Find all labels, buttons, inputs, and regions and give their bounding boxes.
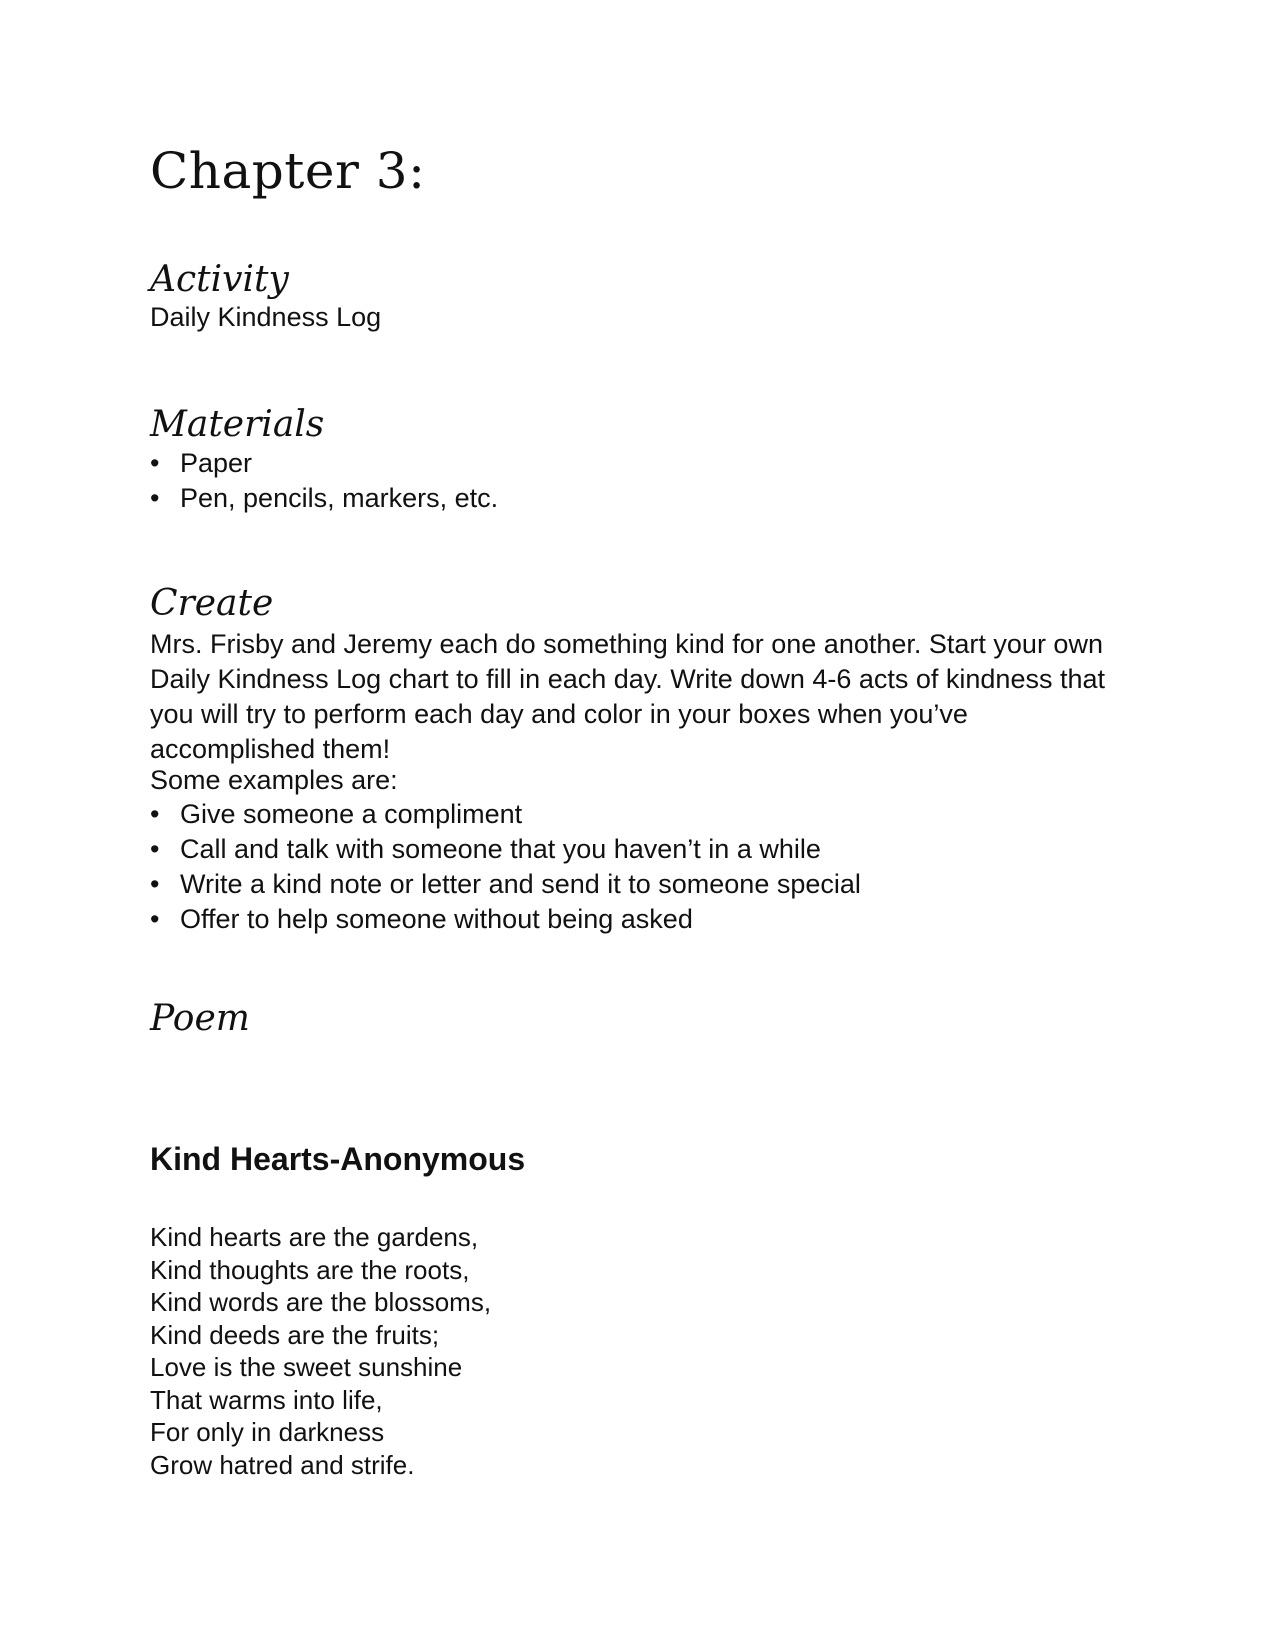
poem-line: Grow hatred and strife. xyxy=(150,1449,415,1480)
list-item xyxy=(150,902,861,937)
bullet-icon: • xyxy=(150,869,160,899)
create-heading: Create xyxy=(150,583,274,624)
bullet-icon: • xyxy=(150,483,160,513)
list-item xyxy=(150,481,498,516)
poem-line: Kind deeds are the fruits; xyxy=(150,1319,440,1350)
list-item-text: Pen, pencils, markers, etc. xyxy=(180,483,499,513)
poem-line: For only in darkness xyxy=(150,1417,385,1447)
bullet-icon: • xyxy=(150,834,160,864)
bullet-icon: • xyxy=(150,904,160,934)
list-item xyxy=(150,797,861,832)
materials-heading: Materials xyxy=(150,404,325,445)
poem-line: Love is the sweet sunshine xyxy=(150,1352,463,1382)
list-item-text: Paper xyxy=(180,448,253,478)
create-paragraph: Mrs. Frisby and Jeremy each do something kind for one another. Start your own Daily Kindness Log chart to fill in each day. Write down 4-6 acts of kindness that you will try to perform each day and color in your boxes when you’ve accomplished them! xyxy=(150,629,1105,764)
bullet-icon: • xyxy=(150,448,160,478)
document-page xyxy=(150,0,1150,1650)
poem-heading: Poem xyxy=(150,998,250,1039)
poem-line: Kind hearts are the gardens, xyxy=(150,1222,479,1252)
list-item xyxy=(150,832,861,867)
poem-title: Kind Hearts-Anonymous xyxy=(150,1141,526,1177)
poem-line: Kind thoughts are the roots, xyxy=(150,1254,470,1285)
list-item xyxy=(150,446,498,481)
poem-lines xyxy=(150,1221,491,1481)
poem-line: That warms into life, xyxy=(150,1384,383,1415)
examples-intro: Some examples are: xyxy=(150,765,398,795)
list-item-text: Write a kind note or letter and send it to someone special xyxy=(180,869,861,899)
list-item xyxy=(150,867,861,902)
chapter-title: Chapter 3: xyxy=(150,142,426,200)
activity-name: Daily Kindness Log xyxy=(150,302,382,332)
list-item-text: Offer to help someone without being asked xyxy=(180,904,693,934)
activity-heading: Activity xyxy=(150,259,289,300)
list-item-text: Give someone a compliment xyxy=(180,799,523,829)
examples-list xyxy=(150,797,861,937)
bullet-icon: • xyxy=(150,799,160,829)
list-item-text: Call and talk with someone that you haven’t in a while xyxy=(180,834,821,864)
poem-line: Kind words are the blossoms, xyxy=(150,1287,492,1317)
materials-list xyxy=(150,446,498,516)
